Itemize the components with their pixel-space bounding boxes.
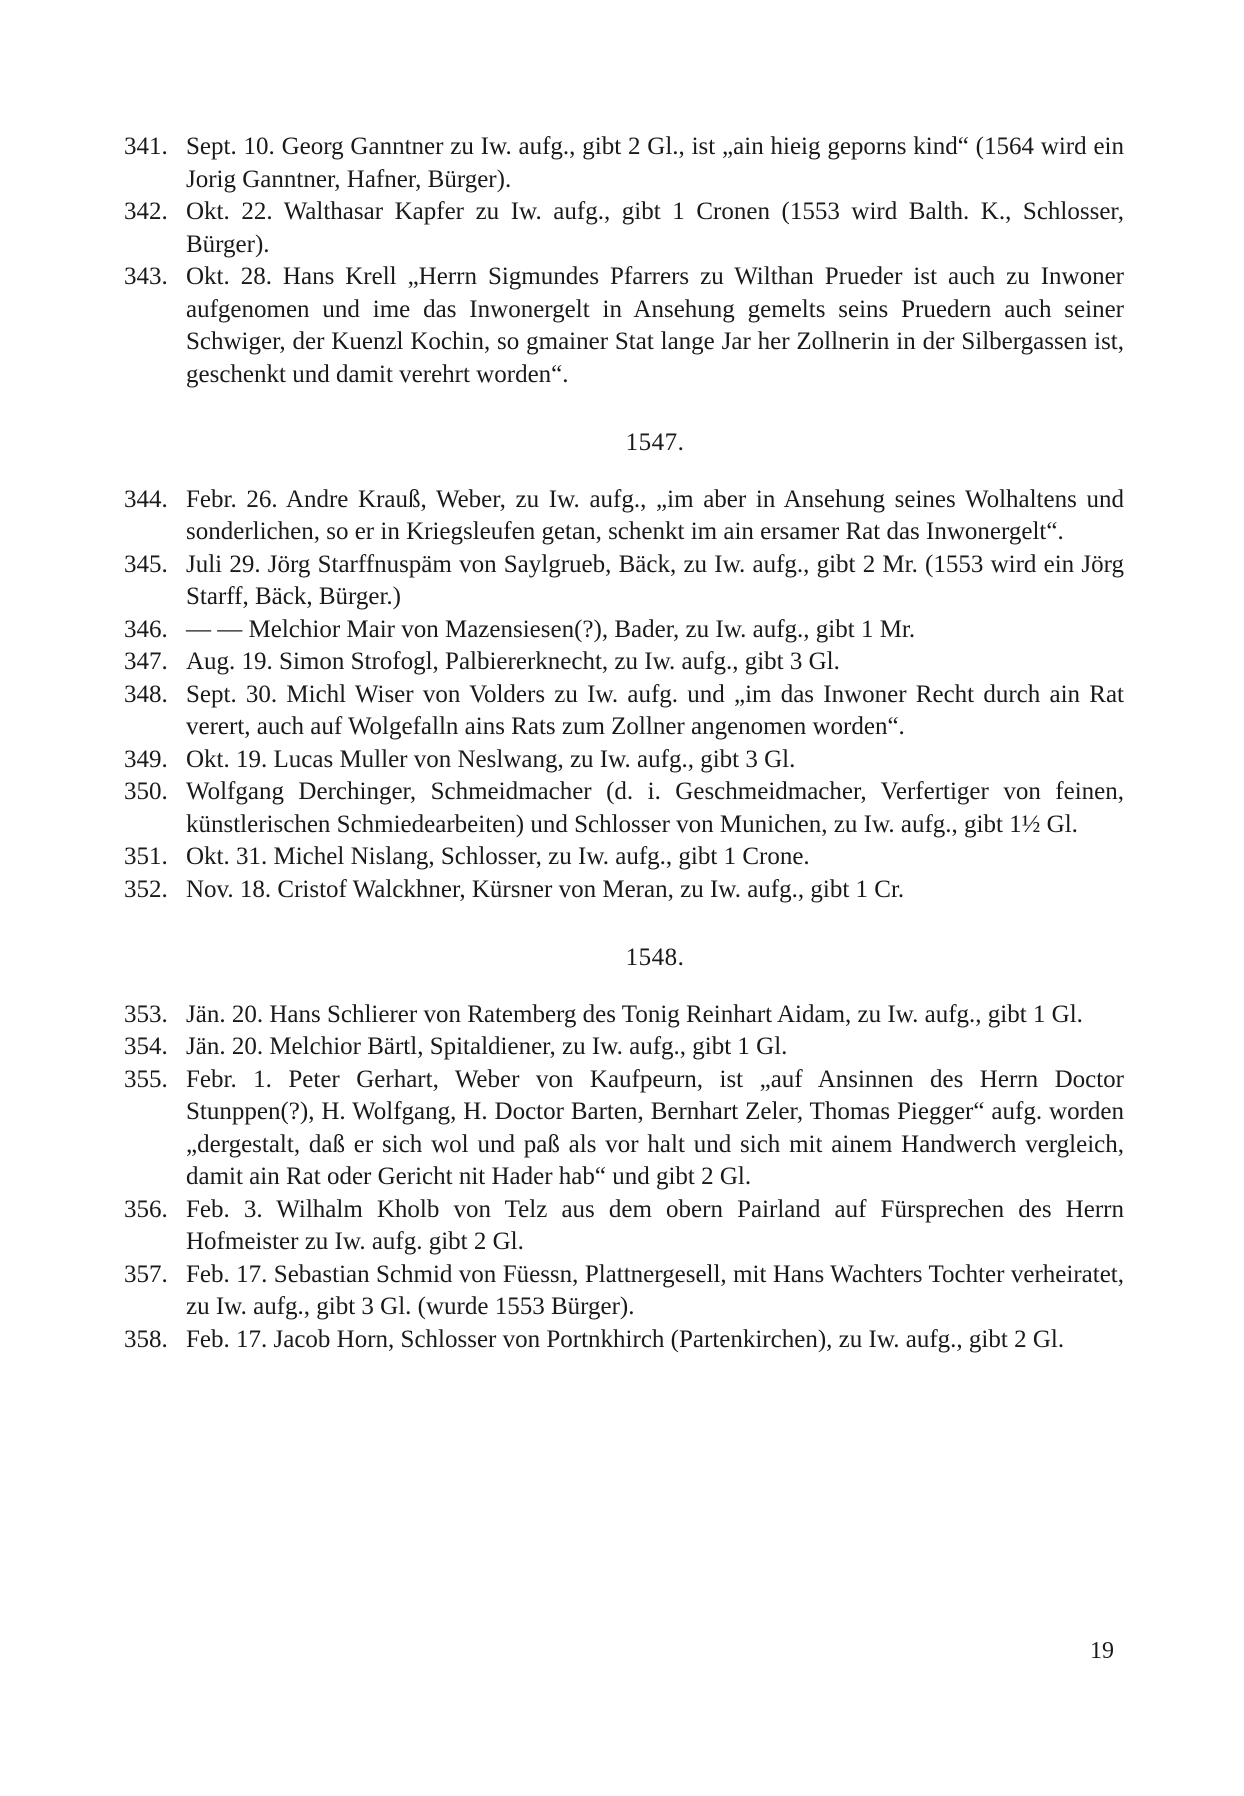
entry-number: 353. bbox=[124, 1000, 168, 1028]
entry-number: 349. bbox=[124, 745, 168, 773]
entry-number: 350. bbox=[124, 778, 168, 805]
entry bbox=[124, 1259, 1124, 1324]
entry-number: 343. bbox=[124, 263, 168, 290]
entry-text: Febr. 26. Andre Krauß, Weber, zu Iw. aufg., „im aber in Ansehung seines Wolhaltens und sonderlichen, so er in Kriegsleufen getan, schenkt im ain ersamer Rat das Inwonergelt“. bbox=[186, 485, 1124, 545]
entry-number: 351. bbox=[124, 843, 168, 870]
entry-text: Aug. 19. Simon Strofogl, Palbiererknecht, zu Iw. aufg., gibt 3 Gl. bbox=[186, 648, 840, 675]
entry bbox=[124, 261, 1124, 391]
entry-text: Feb. 17. Jacob Horn, Schlosser von Portnkhirch (Partenkirchen), zu Iw. aufg., gibt 2 Gl. bbox=[186, 1325, 1065, 1353]
entry-text: Feb. 3. Wilhalm Kholb von Telz aus dem obern Pairland auf Fürsprechen des Herrn Hofmeister zu Iw. aufg. gibt 2 Gl. bbox=[186, 1195, 1124, 1255]
entry bbox=[124, 776, 1124, 841]
entry bbox=[124, 841, 1124, 874]
entry-text: Okt. 31. Michel Nislang, Schlosser, zu Iw. aufg., gibt 1 Crone. bbox=[186, 843, 810, 870]
entry bbox=[124, 999, 1124, 1032]
entry-number: 347. bbox=[124, 648, 168, 675]
entry bbox=[124, 1324, 1124, 1357]
entry-text: Jän. 20. Hans Schlierer von Ratemberg des Tonig Reinhart Aidam, zu Iw. aufg., gibt 1 Gl. bbox=[186, 1000, 1083, 1028]
entry bbox=[124, 484, 1124, 549]
entry-number: 344. bbox=[124, 485, 168, 513]
entry bbox=[124, 1064, 1124, 1194]
entry-text: — — Melchior Mair von Mazensiesen(?), Bader, zu Iw. aufg., gibt 1 Mr. bbox=[186, 615, 916, 643]
entry bbox=[124, 1194, 1124, 1259]
entry-number: 358. bbox=[124, 1325, 168, 1353]
entry-number: 346. bbox=[124, 615, 168, 643]
entry-text: Okt. 22. Walthasar Kapfer zu Iw. aufg., gibt 1 Cronen (1553 wird Balth. K., Schlosser, Bürger). bbox=[186, 198, 1124, 258]
year-heading: 1547. bbox=[625, 429, 685, 456]
entry-number: 357. bbox=[124, 1260, 168, 1288]
entry-text: Febr. 1. Peter Gerhart, Weber von Kaufpeurn, ist „auf Ansinnen des Herrn Doctor Stunppen(?), H. Wolfgang, H. Doctor Barten, Bernhart Zeler, Thomas Piegger“ aufg. worden „dergestalt, daß er sich wol und paß als vor halt und sich mit ainem Handwerch vergleich, damit ain Rat oder Gericht nit Hader hab“ und gibt 2 Gl. bbox=[186, 1065, 1124, 1190]
entry-text: Okt. 28. Hans Krell „Herrn Sigmundes Pfarrers zu Wilthan Prueder ist auch zu Inwoner aufgenomen und ime das Inwonergelt in Ansehung gemelts seins Pruedern auch seiner Schwiger, der Kuenzl Kochin, so gmainer Stat lange Jar her Zollnerin in der Silbergassen ist, geschenkt und damit verehrt worden“. bbox=[186, 263, 1124, 388]
entry-number: 345. bbox=[124, 550, 168, 578]
entry bbox=[124, 1031, 1124, 1064]
entry-number: 356. bbox=[124, 1195, 168, 1223]
entry-text: Jän. 20. Melchior Bärtl, Spitaldiener, zu Iw. aufg., gibt 1 Gl. bbox=[186, 1033, 788, 1060]
entry-number: 341. bbox=[124, 133, 168, 160]
entry-number: 342. bbox=[124, 198, 168, 225]
entry-text: Nov. 18. Cristof Walckhner, Kürsner von Meran, zu Iw. aufg., gibt 1 Cr. bbox=[186, 875, 905, 903]
text-column bbox=[124, 131, 1124, 1356]
page-number: 19 bbox=[1090, 1638, 1114, 1664]
entry-text: Okt. 19. Lucas Muller von Neslwang, zu Iw. aufg., gibt 3 Gl. bbox=[186, 745, 796, 773]
entry-number: 355. bbox=[124, 1065, 168, 1093]
entry bbox=[124, 646, 1124, 679]
entry bbox=[124, 874, 1124, 907]
entry-number: 352. bbox=[124, 875, 168, 903]
entry-text: Wolfgang Derchinger, Schmeidmacher (d. i. Geschmeidmacher, Verfertiger von feinen, künstlerischen Schmiedearbeiten) und Schlosser von Munichen, zu Iw. aufg., gibt 1½ Gl. bbox=[186, 778, 1124, 838]
entry bbox=[124, 679, 1124, 744]
entry-text: Sept. 10. Georg Ganntner zu Iw. aufg., gibt 2 Gl., ist „ain hieig geporns kind“ (1564 wird ein Jorig Ganntner, Hafner, Bürger). bbox=[186, 133, 1124, 193]
year-heading: 1548. bbox=[625, 944, 685, 971]
entry-number: 354. bbox=[124, 1033, 168, 1060]
entry-text: Feb. 17. Sebastian Schmid von Füessn, Plattnergesell, mit Hans Wachters Tochter verheiratet, zu Iw. aufg., gibt 3 Gl. (wurde 1553 Bürger). bbox=[186, 1260, 1124, 1320]
entry bbox=[124, 549, 1124, 614]
entry bbox=[124, 614, 1124, 647]
entry bbox=[124, 196, 1124, 261]
entry-number: 348. bbox=[124, 680, 168, 708]
entry-text: Juli 29. Jörg Starffnuspäm von Saylgrueb, Bäck, zu Iw. aufg., gibt 2 Mr. (1553 wird ein Jörg Starff, Bäck, Bürger.) bbox=[186, 550, 1124, 610]
entry-text: Sept. 30. Michl Wiser von Volders zu Iw. aufg. und „im das Inwoner Recht durch ain Rat verert, auch auf Wolgefalln ains Rats zum Zollner angenomen worden“. bbox=[186, 680, 1124, 740]
entry bbox=[124, 131, 1124, 196]
entry bbox=[124, 744, 1124, 777]
